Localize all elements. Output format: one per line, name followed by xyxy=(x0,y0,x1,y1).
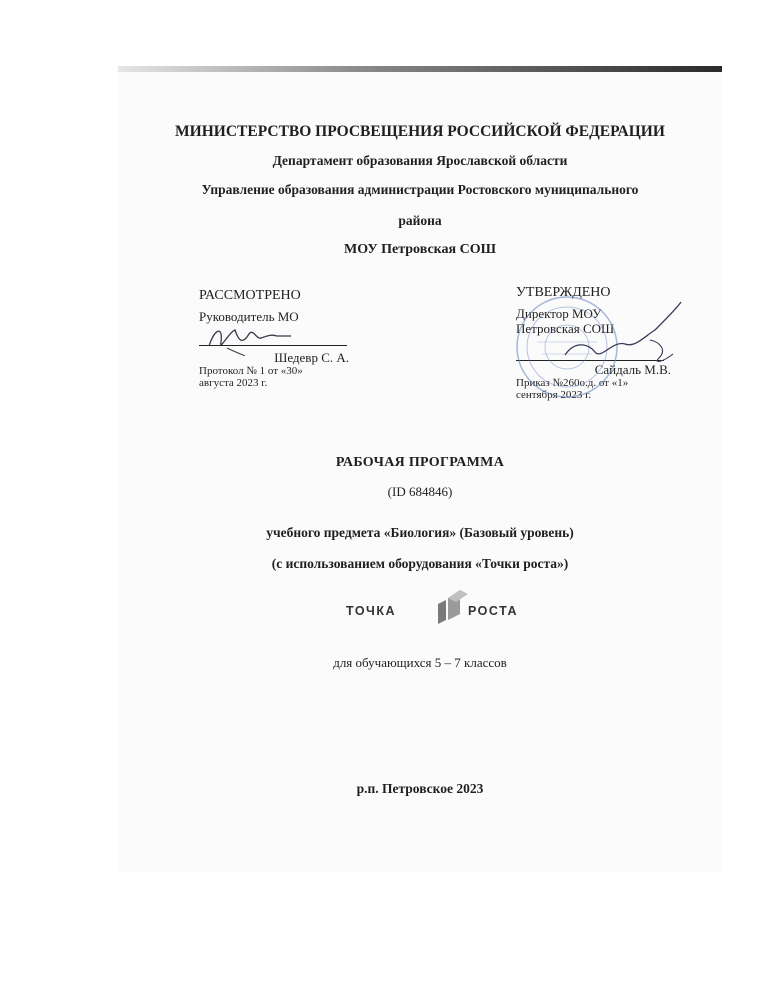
logo-left-text: ТОЧКА xyxy=(346,604,396,618)
administration-heading: Управление образования администрации Ростовского муниципального xyxy=(201,182,639,197)
program-title: РАБОЧАЯ ПРОГРАММА xyxy=(335,455,505,470)
reviewed-protocol-line2: августа 2023 г. xyxy=(199,377,268,389)
approved-order-line1: Приказ №260о.д. от «1» xyxy=(516,377,629,389)
logo-right-text: РОСТА xyxy=(468,604,518,618)
program-subject: учебного предмета «Биология» (Базовый уровень) xyxy=(266,525,574,540)
school-heading: МОУ Петровская СОШ xyxy=(344,242,496,257)
logo-block-icon xyxy=(438,600,446,624)
tochka-rosta-logo xyxy=(346,586,546,626)
program-id: (ID 684846) xyxy=(387,484,453,499)
program-grades: для обучающихся 5 – 7 классов xyxy=(333,655,507,670)
program-equipment: (с использованием оборудования «Точки роста») xyxy=(271,556,569,571)
place-year: р.п. Петровское 2023 xyxy=(356,781,484,796)
reviewed-title: РАССМОТРЕНО xyxy=(199,288,301,303)
approved-order-line2: сентября 2023 г. xyxy=(516,389,592,401)
reviewed-signature xyxy=(205,322,295,356)
department-heading: Департамент образования Ярославской области xyxy=(272,153,568,168)
ministry-heading: МИНИСТЕРСТВО ПРОСВЕЩЕНИЯ РОССИЙСКОЙ ФЕДЕРАЦИИ xyxy=(175,123,665,140)
district-heading: района xyxy=(398,213,442,228)
approved-signatory: Сайдаль М.В. xyxy=(594,362,671,377)
approved-title: УТВЕРЖДЕНО xyxy=(516,285,611,300)
reviewed-signatory: Шедевр С. А. xyxy=(274,350,349,365)
approved-role-line2: Петровская СОШ xyxy=(516,321,615,336)
reviewed-protocol-line1: Протокол № 1 от «30» xyxy=(199,365,303,377)
approved-signature xyxy=(555,300,685,380)
scan-edge-line xyxy=(118,66,722,72)
approved-role-line1: Директор МОУ xyxy=(516,306,602,321)
reviewed-role: Руководитель МО xyxy=(199,309,299,324)
